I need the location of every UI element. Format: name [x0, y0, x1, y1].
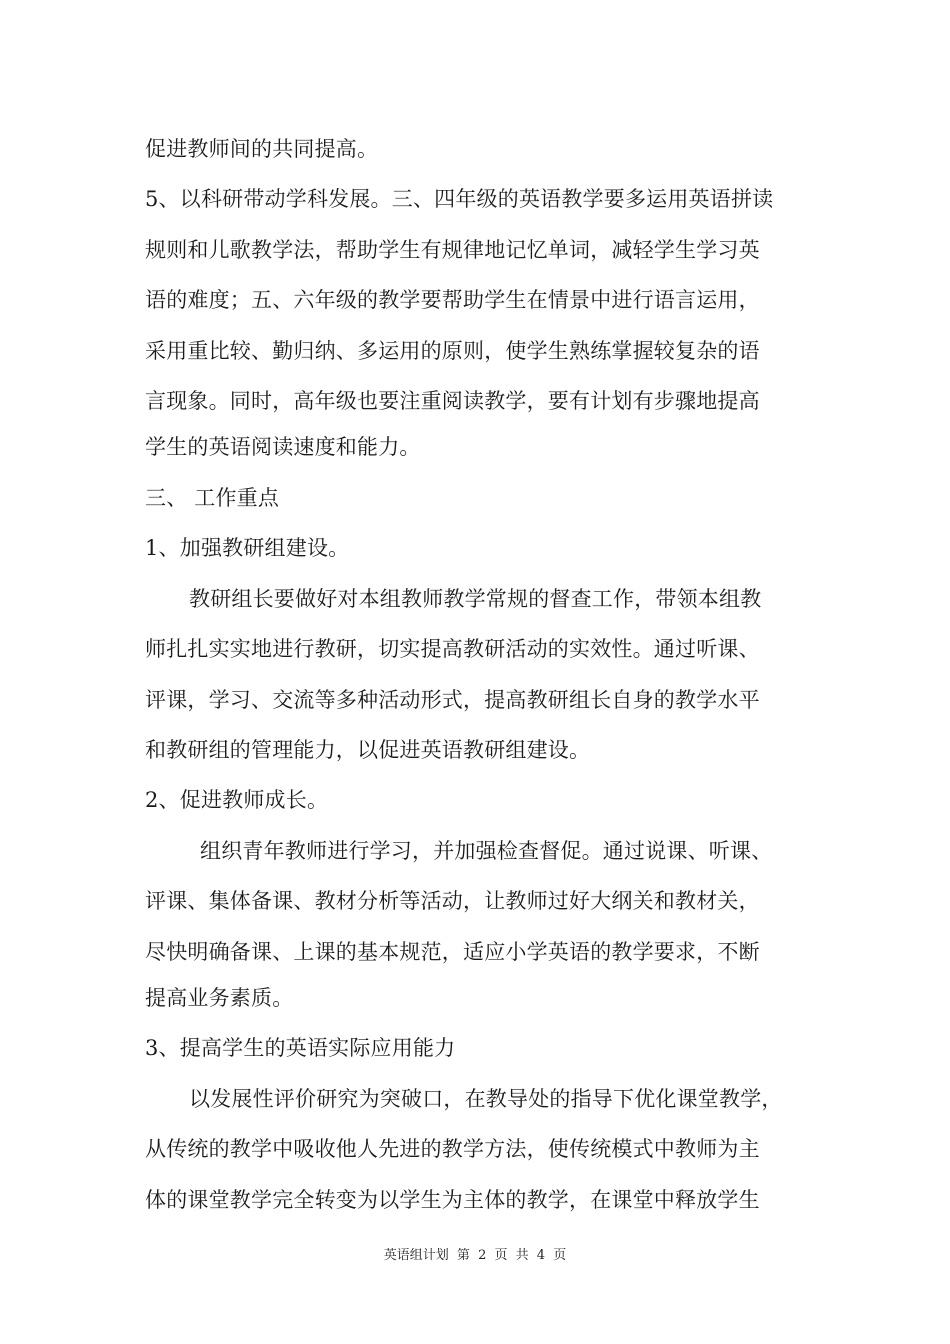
text-line: 提高业务素质。: [145, 986, 294, 1010]
text-line: 教研组长要做好对本组教师教学常规的督查工作，带领本组教: [189, 587, 762, 611]
text-line: 组织青年教师进行学习，并加强检查督促。通过说课、听课、: [200, 839, 773, 863]
footer-title: 英语组计划: [383, 1248, 449, 1263]
text-line: 采用重比较、勤归纳、多运用的原则，使学生熟练掌握较复杂的语: [145, 339, 760, 363]
text-line: 5、以科研带动学科发展。三、四年级的英语教学要多运用英语拼读: [145, 187, 774, 211]
text-line: 促进教师间的共同提高。: [145, 137, 379, 161]
text-line: 以发展性评价研究为突破口，在教导处的指导下优化课堂教学，: [189, 1087, 783, 1111]
text-line: 评课，学习、交流等多种活动形式，提高教研组长自身的教学水平: [145, 688, 760, 712]
section-heading: 三、 工作重点: [145, 486, 280, 510]
footer-page-prefix: 第: [456, 1248, 470, 1263]
text-line: 师扎扎实实地进行教研，切实提高教研活动的实效性。通过听课、: [145, 637, 760, 661]
subheading: 2、促进教师成长。: [145, 788, 329, 812]
text-line: 学生的英语阅读速度和能力。: [145, 435, 421, 459]
text-line: 语的难度；五、六年级的教学要帮助学生在情景中进行语言运用，: [145, 288, 760, 312]
text-line: 和教研组的管理能力，以促进英语教研组建设。: [145, 738, 591, 762]
subheading: 3、提高学生的英语实际应用能力: [145, 1036, 456, 1060]
text-line: 言现象。同时，高年级也要注重阅读教学，要有计划有步骤地提高: [145, 389, 760, 413]
footer-page-number: 2: [478, 1248, 487, 1263]
text-line: 尽快明确备课、上课的基本规范，适应小学英语的教学要求，不断: [145, 940, 760, 964]
footer-total-prefix: 共: [515, 1248, 529, 1263]
text-line: 规则和儿歌教学法，帮助学生有规律地记忆单词，减轻学生学习英: [145, 238, 760, 262]
text-line: 评课、集体备课、教材分析等活动，让教师过好大纲关和教材关，: [145, 889, 760, 913]
footer-total-unit: 页: [553, 1248, 567, 1263]
text-line: 体的课堂教学完全转变为以学生为主体的教学，在课堂中释放学生: [145, 1188, 760, 1212]
text-line: 从传统的教学中吸收他人先进的教学方法，使传统模式中教师为主: [145, 1137, 760, 1161]
footer-total-pages: 4: [536, 1248, 546, 1263]
footer-page-unit: 页: [494, 1248, 508, 1263]
page-footer: [0, 1247, 950, 1265]
subheading: 1、加强教研组建设。: [145, 536, 350, 560]
